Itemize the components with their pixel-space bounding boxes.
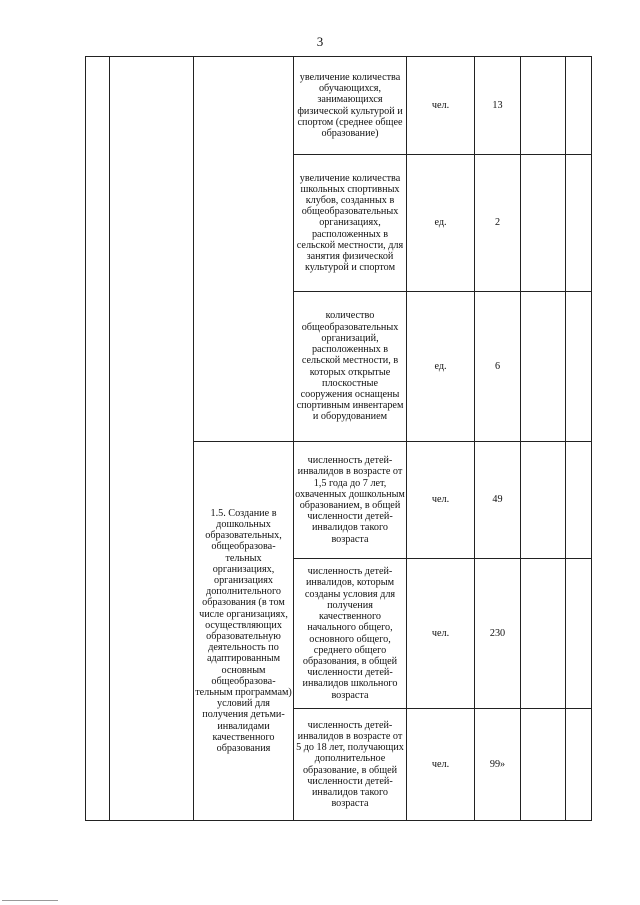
blank-cell — [566, 442, 592, 559]
blank-cell — [566, 155, 592, 292]
blank-cell — [521, 709, 566, 821]
indicator-unit: чел. — [407, 57, 475, 155]
indicator-description: увеличение количества школьных спортивных клубов, созданных в общеобразовательных организациях, расположенных в сельской местности, для занятия физической культурой и спортом — [294, 155, 407, 292]
indicator-description: численность детей-инвалидов в возрасте от 1,5 года до 7 лет, охваченных дошкольным образованием, в общей численности детей-инвалидов такого возраста — [294, 442, 407, 559]
indicator-value: 2 — [475, 155, 521, 292]
page-number: 3 — [316, 34, 324, 49]
blank-cell — [566, 57, 592, 155]
footer-line — [2, 900, 58, 901]
indicator-description: численность детей-инвалидов в возрасте от 5 до 18 лет, получающих дополнительное образование, в общей численности детей-инвалидов такого возраста — [294, 709, 407, 821]
blank-cell — [86, 57, 110, 821]
indicator-description: количество общеобразовательных организаций, расположенных в сельской местности, в которых открытые плоскостные сооружения оснащены спортивным инвентарем и оборудованием — [294, 292, 407, 442]
indicator-value: 6 — [475, 292, 521, 442]
task-description: 1.5. Создание в дошкольных образовательных, общеобразова-тельных организациях, организациях дополнительного образования (в том числе организациях, осуществляющих образовательную деятельность по адаптированным основным общеобразова-тельным программам) условий для получения детьми-инвалидами качественного образования — [194, 442, 294, 821]
indicator-value: 13 — [475, 57, 521, 155]
blank-cell — [521, 155, 566, 292]
indicator-description: численность детей-инвалидов, которым созданы условия для получения качественного начального общего, основного общего, среднего общего образования, в общей численности детей-инвалидов школьного возраста — [294, 559, 407, 709]
blank-cell — [521, 292, 566, 442]
blank-cell — [110, 57, 194, 821]
blank-cell — [521, 442, 566, 559]
indicator-unit: ед. — [407, 155, 475, 292]
blank-cell — [521, 559, 566, 709]
indicator-value: 230 — [475, 559, 521, 709]
indicator-description: увеличение количества обучающихся, занимающихся физической культурой и спортом (среднее общее образование) — [294, 57, 407, 155]
indicator-unit: ед. — [407, 292, 475, 442]
indicator-value: 49 — [475, 442, 521, 559]
table-row — [86, 57, 592, 155]
blank-cell — [194, 57, 294, 442]
blank-cell — [566, 292, 592, 442]
blank-cell — [521, 57, 566, 155]
indicator-value: 99» — [475, 709, 521, 821]
blank-cell — [566, 709, 592, 821]
indicators-table — [85, 56, 592, 821]
blank-cell — [566, 559, 592, 709]
indicator-unit: чел. — [407, 709, 475, 821]
indicator-unit: чел. — [407, 442, 475, 559]
indicator-unit: чел. — [407, 559, 475, 709]
